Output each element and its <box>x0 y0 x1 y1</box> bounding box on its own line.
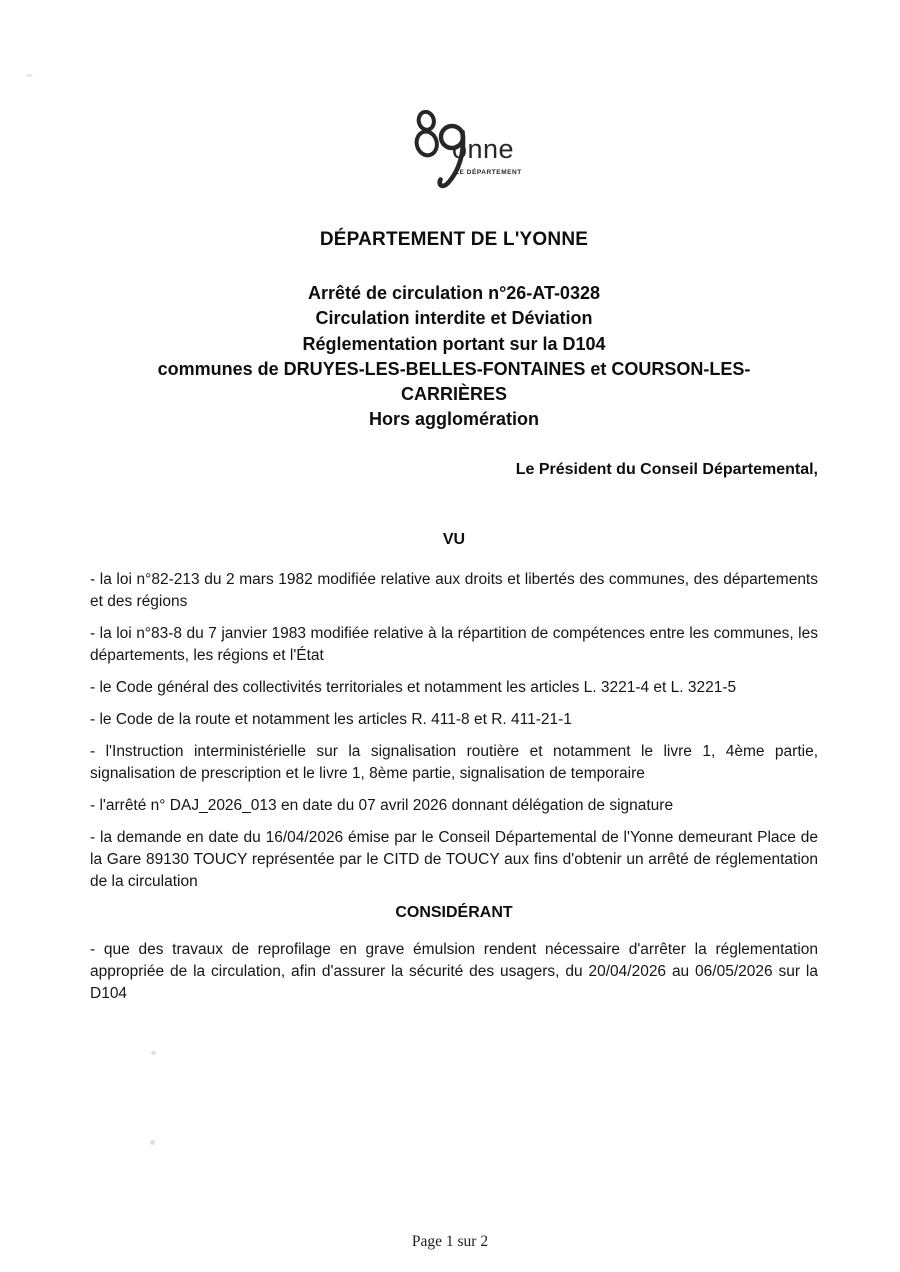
scan-artifact <box>150 1140 155 1145</box>
vu-paragraph-code-route: - le Code de la route et notamment les articles R. 411-8 et R. 411-21-1 <box>90 711 572 728</box>
department-logo <box>403 102 523 194</box>
considerant-paragraph-travaux: - que des travaux de reprofilage en grave émulsion rendent nécessaire d'arrêter la réglementation appropriée de la circulation, afin d'assurer la sécurité des usagers, du 20/04/2026 au 06/05/2026 sur la D104 <box>90 941 818 1002</box>
vu-paragraph-instruction: - l'Instruction interministérielle sur la signalisation routière et notamment le livre 1, 4ème partie, signalisation de prescription et le livre 1, 8ème partie, signalisation de temporaire <box>90 743 818 782</box>
signatory-line: Le Président du Conseil Départemental, <box>515 461 818 478</box>
logo-department-name: onne <box>452 134 515 164</box>
subtitle-line-communes-2: CARRIÈRES <box>400 384 507 405</box>
vu-paragraph-demande: - la demande en date du 16/04/2026 émise par le Conseil Départemental de l'Yonne demeurant Place de la Gare 89130 TOUCY représentée par le CITD de TOUCY aux fins d'obtenir un arrêté de réglementation de la circulation <box>90 829 818 890</box>
vu-paragraph-delegation: - l'arrêté n° DAJ_2026_013 en date du 07 avril 2026 donnant délégation de signature <box>90 797 674 814</box>
scan-artifact <box>151 1051 156 1055</box>
scan-artifact <box>26 74 33 77</box>
subtitle-line-agglomeration: Hors agglomération <box>368 409 540 430</box>
vu-paragraph-law-82-213: - la loi n°82-213 du 2 mars 1982 modifiée relative aux droits et libertés des communes, des départements et des régions <box>90 571 818 610</box>
section-heading-considerant: CONSIDÉRANT <box>395 904 513 921</box>
logo-tagline: LE DÉPARTEMENT <box>455 169 522 176</box>
vu-paragraph-law-83-8: - la loi n°83-8 du 7 janvier 1983 modifiée relative à la répartition de compétences entre les communes, les départements, les régions et l'État <box>90 625 818 664</box>
document-body <box>90 530 818 1015</box>
vu-paragraph-code-collectivites: - le Code général des collectivités territoriales et notamment les articles L. 3221-4 et L. 3221-5 <box>90 679 737 696</box>
subtitle-line-order-number: Arrêté de circulation n°26-AT-0328 <box>308 283 600 303</box>
subtitle-line-road: Réglementation portant sur la D104 <box>302 333 606 354</box>
order-subtitle <box>86 281 822 433</box>
subtitle-line-restriction: Circulation interdite et Déviation <box>315 308 593 329</box>
section-heading-vu: VU <box>442 531 466 548</box>
page-number-indicator: Page 1 sur 2 <box>411 1233 489 1250</box>
subtitle-line-communes: communes de DRUYES-LES-BELLES-FONTAINES et COURSON-LES- <box>157 358 751 379</box>
institution-title: DÉPARTEMENT DE L'YONNE <box>319 229 589 250</box>
